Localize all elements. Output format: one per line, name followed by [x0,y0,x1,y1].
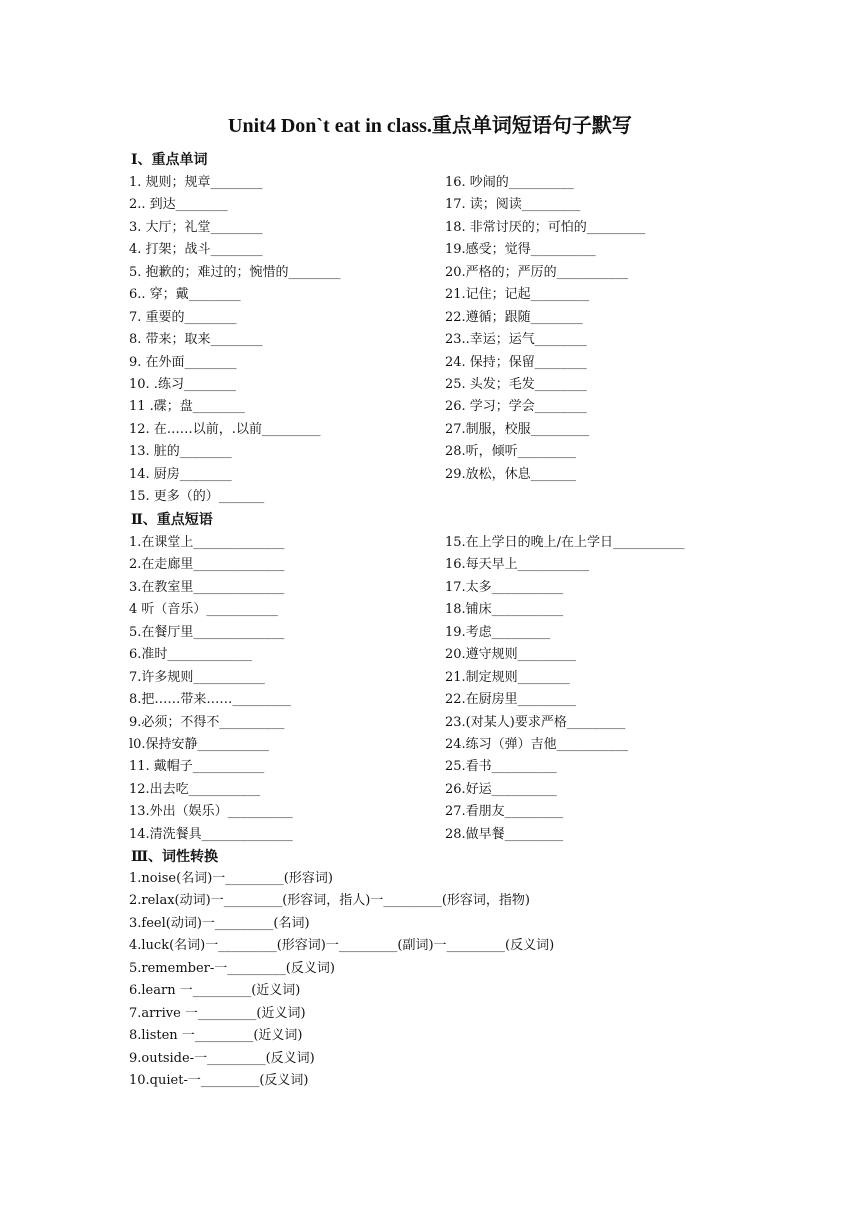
phrase-item: 18.铺床___________ [445,602,564,618]
phrase-item: l0.保持安静___________ [129,736,270,752]
word-item: 19.感受；觉得__________ [445,242,596,258]
phrase-item: 24.练习（弹）吉他___________ [445,736,629,752]
conversion-item: 5.remember-一_________(反义词) [129,960,335,976]
conversion-item: 3.feel(动词)一_________(名词) [129,915,310,931]
word-item: 16. 吵闹的__________ [445,175,574,190]
word-item: 7. 重要的________ [129,309,237,325]
word-item: 28.听，倾听_________ [445,444,577,460]
section-heading-words: Ⅰ、重点单词 [131,152,208,168]
word-item: 20.严格的；严厉的___________ [445,264,629,280]
word-item: 9. 在外面________ [129,354,237,370]
word-item: 12. 在……以前，.以前_________ [129,421,321,437]
word-item: 8. 带来；取来________ [129,332,263,348]
phrase-item: 19.考虑_________ [445,624,551,640]
word-item: 22.遵循；跟随________ [445,309,583,325]
phrase-item: 3.在教室里______________ [129,579,285,595]
phrase-item: 13.外出（娱乐）__________ [129,804,293,820]
phrase-item: 5.在餐厅里______________ [129,624,285,640]
phrase-item: 11. 戴帽子___________ [129,759,265,775]
word-item: 18. 非常讨厌的；可怕的_________ [445,219,646,235]
word-item: 13. 脏的________ [129,444,232,460]
conversion-item: 10.quiet-一_________(反义词) [129,1072,309,1088]
conversion-item: 8.listen 一_________(近义词) [129,1028,303,1044]
phrase-item: 2.在走廊里______________ [129,557,285,573]
conversion-item: 1.noise(名词)一_________(形容词) [129,871,333,886]
phrase-item: 17.太多___________ [445,579,564,595]
word-item: 10. .练习________ [129,376,236,392]
word-item: 14. 厨房________ [129,466,232,482]
words-right-column [445,174,645,488]
phrase-item: 20.遵守规则_________ [445,647,577,663]
phrase-item: 21.制定规则________ [445,669,570,685]
phrase-item: 25.看书__________ [445,759,557,775]
word-item: 4. 打架；战斗________ [129,242,263,258]
word-item: 3. 大厅；礼堂________ [129,219,263,235]
word-item: 5. 抱歉的；难过的；惋惜的________ [129,264,341,280]
phrase-item: 8.把……带来……_________ [129,692,291,708]
phrases-right-column [445,534,685,848]
words-left-column [129,174,341,511]
section-heading-conversion: Ⅲ、词性转换 [131,849,219,865]
word-item: 1. 规则；规章________ [129,175,263,190]
word-item: 11 .碟；盘________ [129,399,245,415]
phrase-item: 12.出去吃___________ [129,781,261,797]
conversion-item: 7.arrive 一_________(近义词) [129,1005,306,1021]
word-item: 29.放松，休息_______ [445,466,577,482]
phrase-item: 27.看朋友_________ [445,804,564,820]
word-item: 24. 保持；保留________ [445,354,587,370]
phrase-item: 7.许多规则___________ [129,669,265,685]
conversion-item: 9.outside-一_________(反义词) [129,1050,315,1066]
word-item: 21.记住；记起_________ [445,287,590,303]
word-item: 23..幸运；运气________ [445,332,587,348]
word-item: 6.. 穿；戴________ [129,287,241,303]
phrases-left-column [129,534,293,848]
page-title: Unit4 Don`t eat in class.重点单词短语句子默写 [228,115,632,137]
word-item: 25. 头发；毛发________ [445,376,587,392]
word-item: 15. 更多（的）_______ [129,489,265,505]
phrase-item: 4 听（音乐）___________ [129,602,278,618]
word-item: 26. 学习；学会________ [445,399,587,415]
word-item: 2.. 到达________ [129,197,228,213]
word-item: 27.制服，校服_________ [445,421,590,437]
phrase-item: 9.必须；不得不__________ [129,714,285,730]
phrase-item: 1.在课堂上______________ [129,535,285,550]
phrase-item: 22.在厨房里_________ [445,692,577,708]
phrase-item: 26.好运__________ [445,781,557,797]
conversion-item: 2.relax(动词)一_________(形容词，指人)一_________(形容词，指物) [129,893,530,909]
phrase-item: 23.(对某人)要求严格_________ [445,714,626,730]
word-item: 17. 读；阅读_________ [445,197,581,213]
phrase-item: 28.做早餐_________ [445,826,564,842]
conversion-list [129,870,554,1094]
phrase-item: 14.清洗餐具______________ [129,826,293,842]
phrase-item: 6.准时_____________ [129,647,252,663]
conversion-item: 6.learn 一_________(近义词) [129,983,301,999]
section-heading-phrases: Ⅱ、重点短语 [131,512,213,528]
phrase-item: 16.每天早上___________ [445,557,590,573]
phrase-item: 15.在上学日的晚上/在上学日___________ [445,535,685,550]
conversion-item: 4.luck(名词)一_________(形容词)一_________(副词)一_________(反义词) [129,938,555,954]
